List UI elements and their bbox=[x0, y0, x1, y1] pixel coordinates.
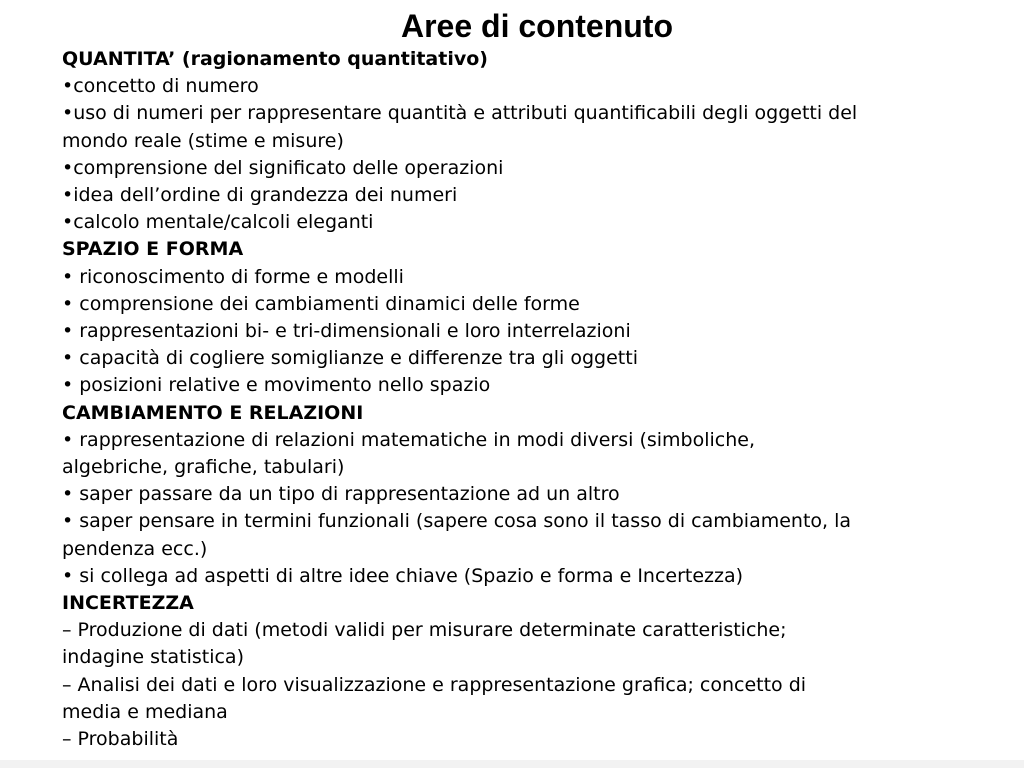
slide-content bbox=[62, 46, 1012, 753]
list-item: • saper pensare in termini funzionali (sapere cosa sono il tasso di cambiamento, la bbox=[62, 510, 852, 533]
list-item: • rappresentazione di relazioni matematiche in modi diversi (simboliche, bbox=[62, 428, 756, 451]
section-heading-spazio-e-forma: SPAZIO E FORMA bbox=[62, 238, 244, 261]
list-item: algebriche, grafiche, tabulari) bbox=[62, 456, 345, 479]
list-item: indagine statistica) bbox=[62, 646, 244, 669]
list-item: media e mediana bbox=[62, 700, 228, 723]
list-item: mondo reale (stime e misure) bbox=[62, 129, 344, 152]
list-item: •comprensione del significato delle operazioni bbox=[62, 156, 504, 179]
list-item: • posizioni relative e movimento nello spazio bbox=[62, 374, 491, 397]
list-item: – Produzione di dati (metodi validi per misurare determinate caratteristiche; bbox=[62, 619, 787, 642]
list-item: • capacità di cogliere somiglianze e differenze tra gli oggetti bbox=[62, 347, 638, 370]
list-item: • rappresentazioni bi- e tri-dimensionali e loro interrelazioni bbox=[62, 320, 631, 343]
slide-title: Aree di contenuto bbox=[400, 8, 673, 44]
list-item: • saper passare da un tipo di rappresentazione ad un altro bbox=[62, 483, 620, 506]
list-item: pendenza ecc.) bbox=[62, 537, 208, 560]
list-item: •idea dell’ordine di grandezza dei numeri bbox=[62, 184, 458, 207]
list-item: • si collega ad aspetti di altre idee chiave (Spazio e forma e Incertezza) bbox=[62, 564, 744, 587]
list-item: • riconoscimento di forme e modelli bbox=[62, 265, 404, 288]
list-item: •concetto di numero bbox=[62, 75, 259, 98]
list-item: – Analisi dei dati e loro visualizzazione e rappresentazione grafica; concetto di bbox=[62, 673, 807, 696]
list-item: • comprensione dei cambiamenti dinamici delle forme bbox=[62, 292, 580, 315]
section-heading-incertezza: INCERTEZZA bbox=[62, 592, 194, 615]
footer-bar bbox=[0, 760, 1024, 768]
list-item: •uso di numeri per rappresentare quantità e attributi quantificabili degli oggetti del bbox=[62, 102, 858, 125]
list-item: •calcolo mentale/calcoli eleganti bbox=[62, 211, 374, 234]
list-item: – Probabilità bbox=[62, 728, 179, 751]
section-heading-cambiamento-e-relazioni: CAMBIAMENTO E RELAZIONI bbox=[62, 401, 364, 424]
section-heading-quantita: QUANTITA’ (ragionamento quantitativo) bbox=[62, 48, 488, 70]
